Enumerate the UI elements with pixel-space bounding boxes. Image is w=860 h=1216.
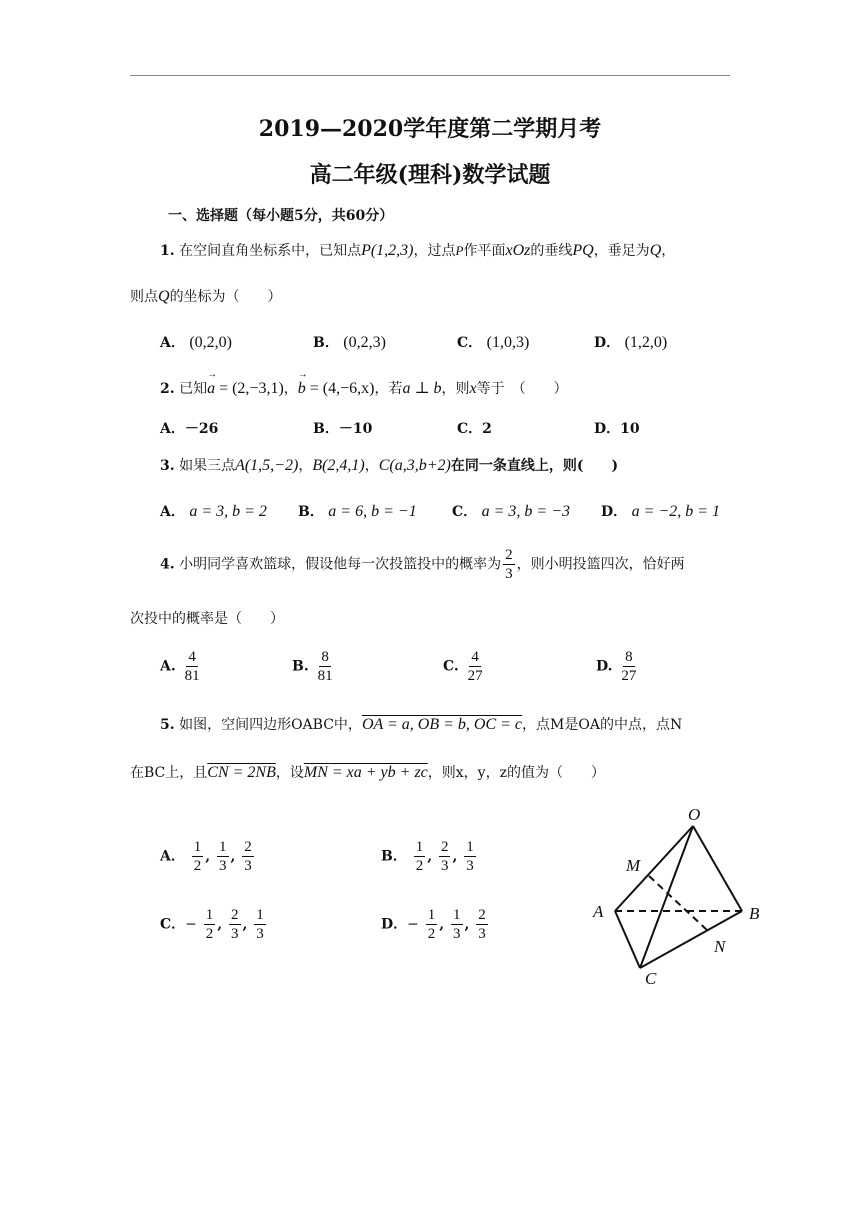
option-label: A．	[160, 335, 185, 351]
q1-q: Q	[649, 242, 662, 259]
q1-number: 1.	[160, 243, 175, 259]
option-sign: −	[407, 916, 419, 933]
q1-text: 的垂线	[530, 243, 573, 259]
numerator: 1	[219, 839, 227, 855]
option-label: A．	[160, 504, 185, 520]
numerator: 1	[453, 907, 461, 923]
label-a: A	[593, 902, 604, 921]
q1-text: 则点	[130, 289, 158, 305]
q2-text: ，若	[374, 381, 403, 397]
option-label: D.	[596, 658, 613, 675]
q2-vector-b: → b	[298, 380, 306, 398]
denominator: 27	[467, 668, 483, 684]
numerator: 8	[625, 649, 633, 665]
q2-vector-a: → a	[207, 380, 215, 398]
option-label: C.	[443, 658, 459, 675]
q1-text: 的坐标为（ ）	[169, 289, 282, 305]
q3-point-b: B(2,4,1)	[312, 457, 365, 474]
q3-option-c[interactable]	[452, 501, 570, 521]
option-label: C．	[160, 916, 186, 933]
question-5-line1	[160, 714, 682, 734]
option-label: D．	[601, 504, 628, 520]
q1-text: 作平面	[463, 243, 506, 259]
denominator: 2	[193, 858, 202, 874]
q1-option-b[interactable]	[313, 332, 386, 352]
option-value: －10	[338, 421, 373, 437]
option-fraction	[466, 648, 485, 685]
q5-cn-relation: CN = 2NB	[207, 764, 276, 781]
option-value: a = −2, b = 1	[631, 503, 720, 520]
option-fraction	[316, 648, 335, 685]
q2-vector-a-value: = (2,−3,1)	[215, 380, 284, 397]
option-label: B．	[313, 421, 339, 437]
q2-option-d[interactable]	[594, 418, 640, 438]
numerator: 4	[188, 649, 196, 665]
question-1-line1	[160, 240, 675, 260]
q2-vector-b-value: = (4,−6,x)	[305, 380, 375, 397]
option-value: (1,0,3)	[486, 334, 530, 351]
q1-text: ，	[661, 243, 676, 259]
q5-text: ，点M是OA的中点，点N	[522, 717, 683, 733]
q3-number: 3.	[160, 458, 175, 474]
q5-mn-expression: MN = xa + yb + zc	[303, 764, 428, 781]
q1-text: ，过点	[413, 243, 456, 259]
option-fraction	[242, 838, 254, 875]
numerator: 2	[244, 839, 252, 855]
option-fraction	[229, 906, 241, 943]
q5-text: ，则x，y，z的值为（ ）	[427, 765, 605, 781]
option-label: B．	[313, 335, 339, 351]
option-value: 2	[482, 421, 492, 437]
q3-option-a[interactable]	[160, 501, 267, 521]
denominator: 3	[244, 858, 252, 874]
q4-probability-fraction	[503, 546, 515, 583]
denominator: 2	[427, 926, 436, 942]
option-label: A.	[160, 658, 176, 675]
option-fraction	[192, 838, 204, 875]
option-fraction	[414, 838, 426, 875]
option-label: B.	[292, 658, 309, 675]
q5-option-a[interactable]: A． $\frac{1}{2}$ , $\frac{1}{3}$ , $\frac{2}{3}$	[160, 839, 252, 874]
q3-text: ，	[298, 458, 313, 474]
q4-option-d[interactable]	[596, 648, 640, 685]
section-heading: 一、选择题（每小题5分，共60分）	[168, 208, 394, 224]
q1-q: Q	[158, 288, 170, 305]
numerator: 2	[231, 907, 239, 923]
numerator: 1	[415, 839, 424, 855]
label-m: M	[626, 856, 641, 875]
q1-option-a[interactable]	[160, 332, 232, 352]
q2-text: ，则	[441, 381, 470, 397]
option-fraction	[464, 838, 476, 875]
denominator: 3	[466, 858, 474, 874]
numerator: 1	[466, 839, 474, 855]
option-fraction	[426, 906, 438, 943]
denominator: 3	[256, 926, 264, 942]
option-label: D．	[594, 335, 621, 351]
q1-text: 在空间直角坐标系中，已知点	[179, 243, 362, 259]
q3-text: 如果三点	[179, 458, 236, 474]
q1-p: P	[455, 243, 464, 258]
option-value: a = 3, b = −3	[481, 503, 570, 520]
q4-option-c[interactable]	[443, 648, 487, 685]
denominator: 2	[415, 858, 424, 874]
option-value: (1,2,0)	[624, 334, 668, 351]
denominator: 3	[440, 858, 449, 874]
option-fraction	[204, 906, 216, 943]
exam-title: 2019—2020学年度第二学期月考	[258, 116, 602, 142]
option-label: B．	[381, 848, 407, 865]
option-fraction	[217, 838, 229, 875]
q5-text: 如图，空间四边形OABC中，	[179, 717, 362, 733]
option-label: A．	[160, 848, 185, 865]
exam-subtitle: 高二年级(理科)数学试题	[309, 162, 551, 188]
label-b: B	[749, 904, 760, 923]
option-value: a = 6, b = −1	[328, 503, 417, 520]
denominator: 3	[231, 926, 239, 942]
option-value: (0,2,0)	[189, 334, 232, 351]
numerator: 1	[205, 907, 214, 923]
question-4-line2: 次投中的概率是（ ）	[130, 611, 284, 627]
option-label: A．	[160, 421, 185, 437]
q3-point-c: C(a,3,b+2)	[378, 457, 451, 474]
option-sign: −	[185, 916, 197, 933]
q4-text: ，则小明投篮四次，恰好两	[516, 556, 685, 573]
q2-number: 2.	[160, 381, 175, 397]
q1-plane: xOz	[505, 242, 531, 259]
q2-text: 等于 （ ）	[476, 381, 568, 397]
option-fraction	[183, 648, 202, 685]
question-4-line1	[160, 546, 685, 583]
numerator: 1	[256, 907, 264, 923]
question-2	[160, 378, 568, 398]
option-label: D．	[381, 916, 408, 933]
q2-text: ，	[283, 381, 298, 397]
option-fraction	[619, 648, 638, 685]
label-n: N	[714, 937, 726, 956]
header-rule	[130, 75, 730, 76]
option-value: a = 3, b = 2	[189, 503, 267, 520]
q1-option-d[interactable]	[594, 332, 667, 352]
q1-pq: PQ	[572, 242, 594, 259]
q5-number: 5.	[160, 717, 175, 733]
numerator: 2	[440, 839, 449, 855]
tetrahedron-figure	[585, 800, 775, 990]
q4-option-a[interactable]	[160, 648, 204, 685]
label-o: O	[688, 805, 701, 824]
denominator: 3	[505, 566, 513, 582]
q2-x: x	[469, 380, 477, 397]
option-value: (0,2,3)	[343, 334, 386, 351]
question-3	[160, 455, 618, 475]
question-1-line2	[130, 286, 282, 306]
q3-text: ，	[364, 458, 379, 474]
option-label: C．	[457, 421, 483, 437]
edge-ac	[615, 911, 640, 968]
q1-text: ，垂足为	[593, 243, 650, 259]
q5-option-b[interactable]: B． $\frac{1}{2}$ , $\frac{2}{3}$ , $\frac{1}{3}$	[381, 839, 474, 874]
question-5-line2	[130, 762, 605, 782]
q2-text: 已知	[179, 381, 208, 397]
q5-vectors: OA = a, OB = b, OC = c	[361, 716, 523, 733]
option-value: －26	[184, 421, 219, 437]
q5-option-d[interactable]: D．− $\frac{1}{2}$ , $\frac{1}{3}$ , $\frac{2}{3}$	[381, 907, 486, 942]
q2-option-c[interactable]	[457, 418, 492, 438]
numerator: 1	[193, 839, 202, 855]
q3-text: 在同一条直线上，则( )	[450, 458, 619, 474]
numerator: 2	[505, 547, 513, 563]
q3-option-b[interactable]	[298, 501, 417, 521]
q5-text: 在BC上，且	[130, 765, 208, 781]
option-label: B．	[298, 504, 324, 520]
edge-oc	[640, 826, 693, 968]
q2-option-b[interactable]	[313, 418, 372, 438]
q5-text: ，设	[275, 765, 304, 781]
label-c: C	[645, 969, 657, 988]
numerator: 4	[471, 649, 479, 665]
q5-option-c[interactable]: C．− $\frac{1}{2}$ , $\frac{2}{3}$ , $\frac{1}{3}$	[160, 907, 264, 942]
q3-point-a: A(1,5,−2)	[235, 457, 299, 474]
option-label: D．	[594, 421, 621, 437]
numerator: 2	[478, 907, 486, 923]
q4-text: 小明同学喜欢篮球，假设他每一次投篮投中的概率为	[179, 556, 502, 573]
q3-option-d[interactable]	[601, 501, 720, 521]
q1-option-c[interactable]	[457, 332, 529, 352]
denominator: 81	[317, 668, 333, 684]
denominator: 3	[478, 926, 486, 942]
edge-cb	[640, 911, 742, 968]
denominator: 2	[205, 926, 214, 942]
q1-point-p: P(1,2,3)	[361, 242, 414, 259]
edge-ob	[693, 826, 742, 911]
option-fraction	[476, 906, 488, 943]
option-label: C．	[452, 504, 478, 520]
numerator: 1	[427, 907, 436, 923]
q4-number: 4.	[160, 556, 175, 573]
option-fraction	[254, 906, 266, 943]
q4-option-b[interactable]	[292, 648, 337, 685]
option-fraction	[451, 906, 463, 943]
numerator: 8	[321, 649, 329, 665]
option-fraction	[439, 838, 451, 875]
option-value: 10	[620, 421, 640, 437]
q2-perpendicular: a ⊥ b	[402, 380, 442, 397]
denominator: 3	[453, 926, 461, 942]
denominator: 3	[219, 858, 227, 874]
option-label: C．	[457, 335, 483, 351]
denominator: 27	[621, 668, 637, 684]
q2-option-a[interactable]	[160, 418, 218, 438]
denominator: 81	[184, 668, 200, 684]
